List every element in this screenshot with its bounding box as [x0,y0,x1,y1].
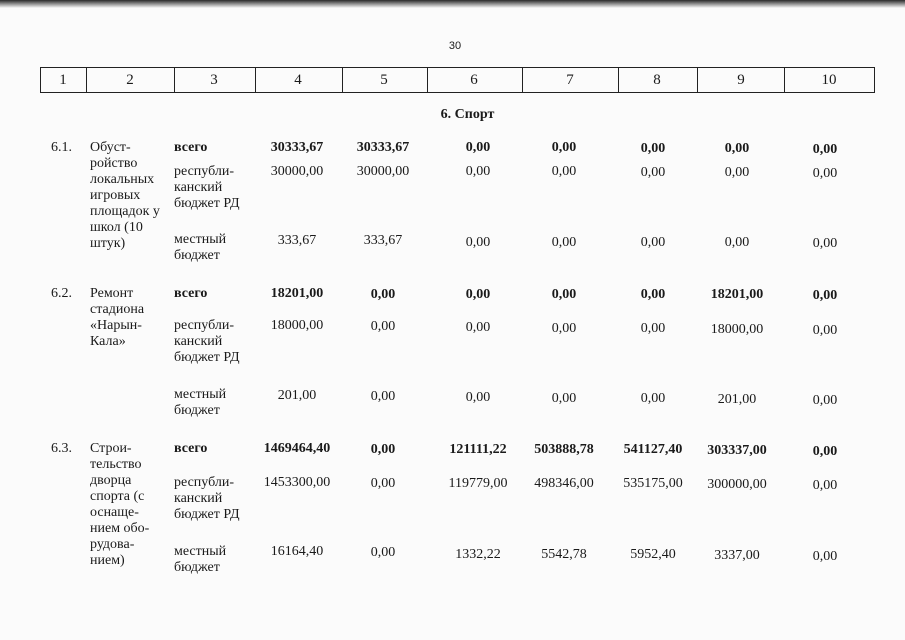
value-cell: 0,00 [370,476,396,491]
value-cell: 0,00 [551,140,577,155]
value-cell: 0,00 [465,164,491,179]
item-name: Ремонт стадиона «Нарын- Кала» [90,286,145,349]
value-cell: 0,00 [370,442,396,457]
funding-source: местный бюджет [174,232,227,263]
header-cell: 6 [470,72,478,88]
value-cell: 0,00 [724,235,750,250]
header-divider [427,67,428,93]
value-cell: 0,00 [640,287,666,302]
value-cell: 503888,78 [534,442,594,457]
value-cell: 0,00 [465,390,491,405]
value-cell: 0,00 [551,235,577,250]
value-cell: 0,00 [370,319,396,334]
value-cell: 0,00 [812,323,838,338]
value-cell: 535175,00 [623,476,683,491]
value-cell: 0,00 [812,444,838,459]
value-cell: 16164,40 [270,544,324,559]
value-cell: 0,00 [724,141,750,156]
row-number: 6.1. [51,140,72,155]
funding-source: всего [174,441,208,456]
header-divider [874,67,875,93]
header-bottom-rule [40,92,875,93]
value-cell: 0,00 [812,236,838,251]
value-cell: 201,00 [717,392,757,407]
value-cell: 30333,67 [270,140,324,155]
value-cell: 0,00 [640,165,666,180]
value-cell: 0,00 [551,164,577,179]
header-divider [618,67,619,93]
funding-source: республи- канский бюджет РД [174,475,240,522]
value-cell: 0,00 [551,391,577,406]
header-cell: 7 [566,72,574,88]
value-cell: 0,00 [812,478,838,493]
value-cell: 0,00 [370,389,396,404]
value-cell: 30000,00 [356,164,410,179]
value-cell: 0,00 [465,140,491,155]
funding-source: местный бюджет [174,544,227,575]
value-cell: 0,00 [812,166,838,181]
header-divider [522,67,523,93]
item-name: Обуст- ройство локальных игровых площадок у школ (10 штук) [90,140,160,251]
value-cell: 0,00 [640,321,666,336]
header-cell: 2 [126,72,134,88]
value-cell: 333,67 [363,233,403,248]
value-cell: 0,00 [812,142,838,157]
value-cell: 1453300,00 [263,475,331,490]
value-cell: 0,00 [465,235,491,250]
value-cell: 0,00 [812,393,838,408]
header-divider [784,67,785,93]
value-cell: 300000,00 [707,477,767,492]
value-cell: 18201,00 [270,286,324,301]
page-number: 30 [448,40,462,52]
value-cell: 333,67 [277,233,317,248]
header-divider [697,67,698,93]
funding-source: республи- канский бюджет РД [174,164,240,211]
value-cell: 0,00 [640,141,666,156]
header-cell: 9 [737,72,745,88]
header-divider [40,67,41,93]
header-cell: 10 [821,72,837,88]
value-cell: 498346,00 [534,476,594,491]
value-cell: 30333,67 [356,140,410,155]
value-cell: 3337,00 [714,548,760,563]
value-cell: 0,00 [551,321,577,336]
value-cell: 0,00 [640,235,666,250]
value-cell: 5952,40 [630,547,676,562]
value-cell: 0,00 [812,288,838,303]
header-top-rule [40,67,875,68]
header-divider [174,67,175,93]
funding-source: республи- канский бюджет РД [174,318,240,365]
row-number: 6.2. [51,286,72,301]
header-cell: 4 [294,72,302,88]
funding-source: всего [174,286,208,301]
header-cell: 8 [653,72,661,88]
header-divider [255,67,256,93]
value-cell: 0,00 [465,320,491,335]
value-cell: 5542,78 [541,547,587,562]
funding-source: местный бюджет [174,387,227,418]
value-cell: 18000,00 [270,318,324,333]
value-cell: 0,00 [465,287,491,302]
value-cell: 303337,00 [707,443,767,458]
value-cell: 1469464,40 [263,441,331,456]
value-cell: 0,00 [812,549,838,564]
value-cell: 541127,40 [623,442,683,457]
funding-source: всего [174,140,208,155]
header-divider [342,67,343,93]
value-cell: 121111,22 [449,442,507,457]
value-cell: 0,00 [551,287,577,302]
value-cell: 119779,00 [448,476,508,491]
value-cell: 18201,00 [710,287,764,302]
header-cell: 3 [210,72,218,88]
header-cell: 1 [59,72,67,88]
value-cell: 18000,00 [710,322,764,337]
section-title: 6. Спорт [440,107,495,122]
value-cell: 201,00 [277,388,317,403]
value-cell: 0,00 [640,391,666,406]
value-cell: 30000,00 [270,164,324,179]
value-cell: 0,00 [370,545,396,560]
header-cell: 5 [380,72,388,88]
row-number: 6.3. [51,441,72,456]
item-name: Строи- тельство дворца спорта (с оснаще- нием обо- рудова- нием) [90,441,150,568]
value-cell: 0,00 [370,287,396,302]
value-cell: 0,00 [724,165,750,180]
header-divider [86,67,87,93]
value-cell: 1332,22 [455,547,501,562]
